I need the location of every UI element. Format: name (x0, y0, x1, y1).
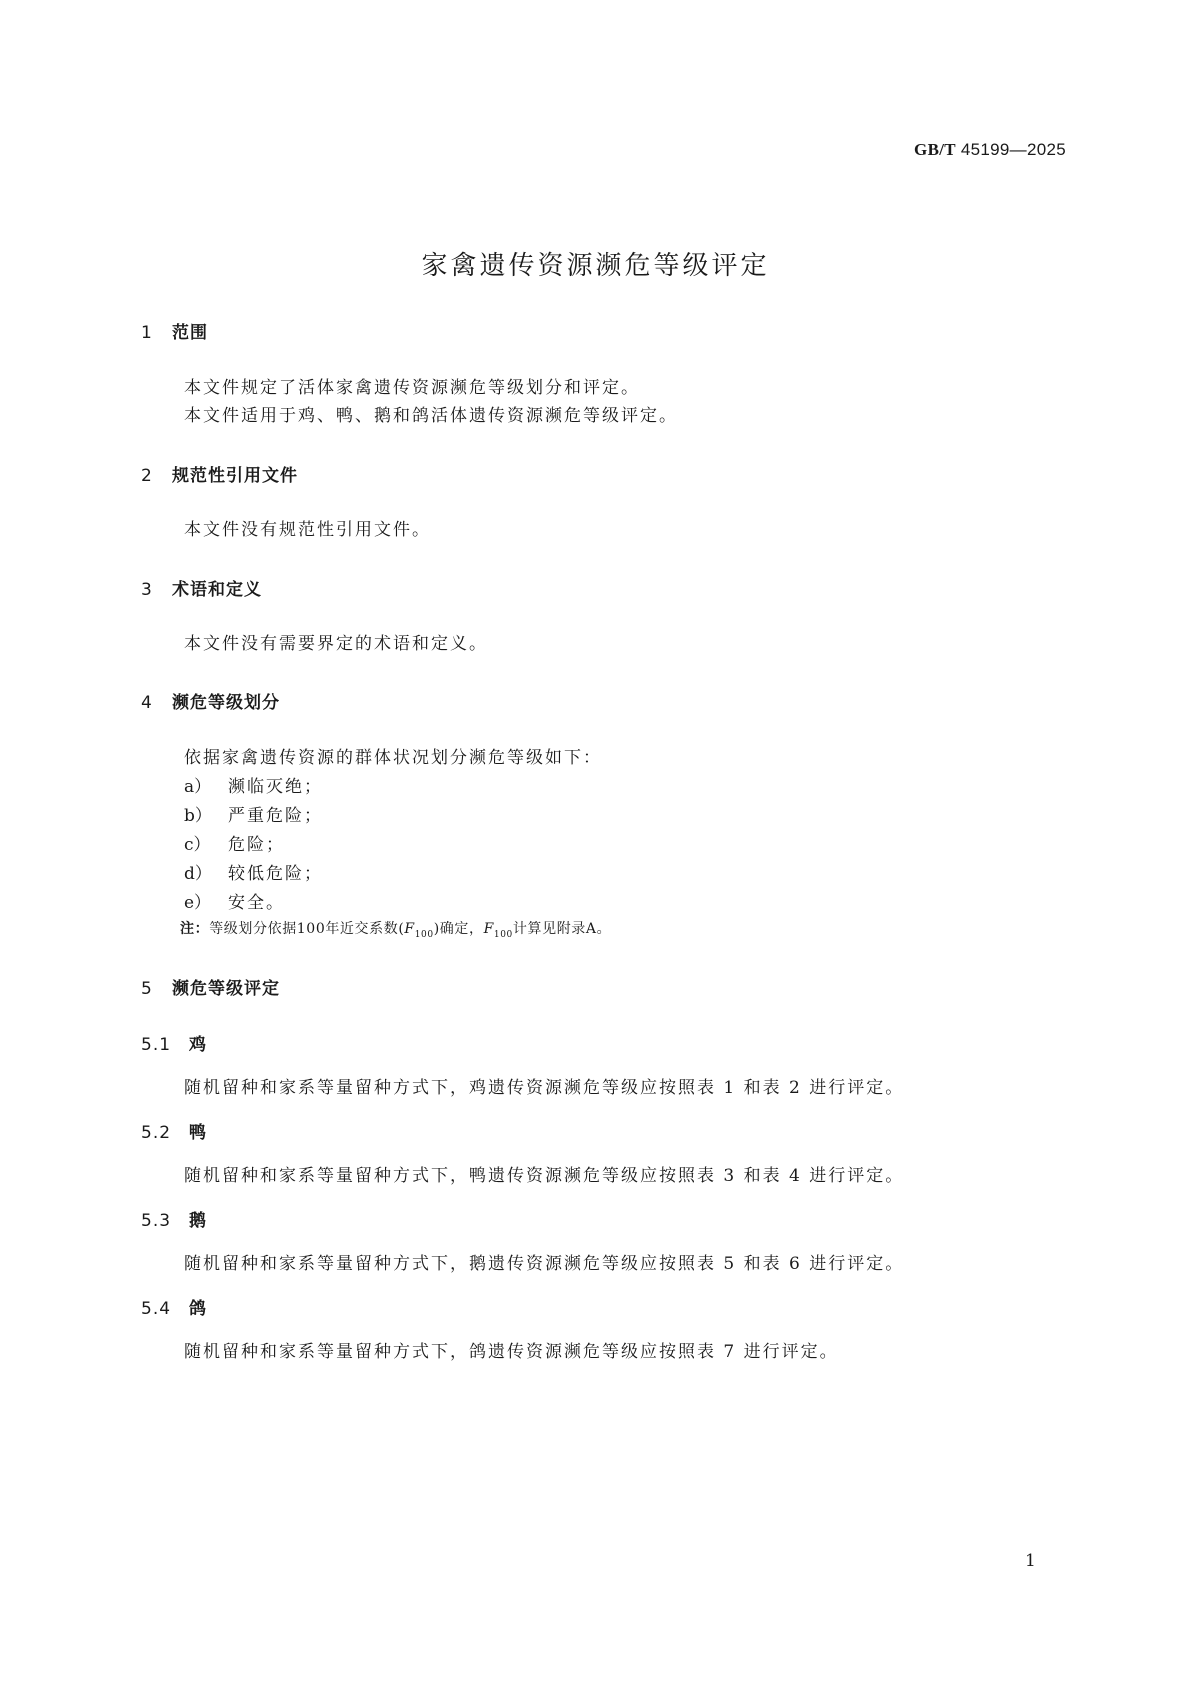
section-number: 3 (141, 580, 153, 600)
section-title: 规范性引用文件 (172, 466, 298, 486)
list-text: 安全。 (228, 893, 285, 913)
section-2-heading (141, 461, 298, 486)
subsection-5-4-heading (141, 1294, 207, 1319)
list-text: 危险； (228, 835, 285, 855)
subsection-number: 5.2 (141, 1123, 172, 1143)
subsection-5-3-heading (141, 1206, 207, 1231)
section-title: 濒危等级评定 (172, 979, 280, 999)
section-4-heading (141, 688, 280, 713)
note-label: 注： (180, 921, 210, 937)
standard-code: 45199—2025 (960, 140, 1066, 159)
section-1-heading (141, 318, 208, 343)
list-marker: b） (184, 806, 212, 826)
list-text: 较低危险； (228, 864, 323, 884)
subsection-5-4-paragraph: 随机留种和家系等量留种方式下，鸽遗传资源濒危等级应按照表 7 进行评定。 (184, 1342, 839, 1362)
subsection-title: 鸭 (189, 1123, 207, 1143)
list-item (184, 830, 285, 855)
subsection-title: 鸡 (189, 1035, 207, 1055)
list-marker: e） (184, 893, 212, 913)
subsection-number: 5.1 (141, 1035, 172, 1055)
subsection-5-2-paragraph: 随机留种和家系等量留种方式下，鸭遗传资源濒危等级应按照表 3 和表 4 进行评定。 (184, 1166, 905, 1186)
section-title: 术语和定义 (172, 580, 262, 600)
subsection-5-1-heading (141, 1030, 207, 1055)
subsection-title: 鸽 (189, 1299, 207, 1319)
section-3-heading (141, 575, 262, 600)
list-text: 濒临灭绝； (228, 777, 323, 797)
section-number: 1 (141, 323, 153, 343)
standard-prefix: GB/T (914, 140, 956, 159)
section-title: 濒危等级划分 (172, 693, 280, 713)
subsection-number: 5.3 (141, 1211, 172, 1231)
section-number: 4 (141, 693, 153, 713)
section-4-paragraph: 依据家禽遗传资源的群体状况划分濒危等级如下： (184, 748, 602, 768)
section-number: 2 (141, 466, 153, 486)
list-item (184, 859, 323, 884)
list-marker: c） (184, 835, 211, 855)
subsection-5-3-paragraph: 随机留种和家系等量留种方式下，鹅遗传资源濒危等级应按照表 5 和表 6 进行评定。 (184, 1254, 905, 1274)
section-5-heading (141, 974, 280, 999)
section-3-paragraph: 本文件没有需要界定的术语和定义。 (184, 634, 488, 654)
note: 注：等级划分依据100年近交系数$(F_{100})$确定，$F_{100}$计算见附录A。 (180, 921, 612, 940)
subsection-5-2-heading (141, 1118, 207, 1143)
page-number: 1 (1025, 1551, 1036, 1571)
section-2-paragraph: 本文件没有规范性引用文件。 (184, 520, 431, 540)
list-marker: a） (184, 777, 212, 797)
subsection-title: 鹅 (189, 1211, 207, 1231)
document-title: 家禽遗传资源濒危等级评定 (421, 251, 770, 281)
list-item (184, 888, 285, 913)
section-title: 范围 (172, 323, 208, 343)
standard-number (914, 140, 1066, 160)
subsection-number: 5.4 (141, 1299, 172, 1319)
list-item (184, 801, 323, 826)
subsection-5-1-paragraph: 随机留种和家系等量留种方式下，鸡遗传资源濒危等级应按照表 1 和表 2 进行评定。 (184, 1078, 905, 1098)
list-text: 严重危险； (228, 806, 323, 826)
section-1-paragraph-2: 本文件适用于鸡、鸭、鹅和鸽活体遗传资源濒危等级评定。 (184, 406, 678, 426)
section-1-paragraph-1: 本文件规定了活体家禽遗传资源濒危等级划分和评定。 (184, 378, 640, 398)
section-number: 5 (141, 979, 153, 999)
list-item (184, 772, 323, 797)
list-marker: d） (184, 864, 212, 884)
